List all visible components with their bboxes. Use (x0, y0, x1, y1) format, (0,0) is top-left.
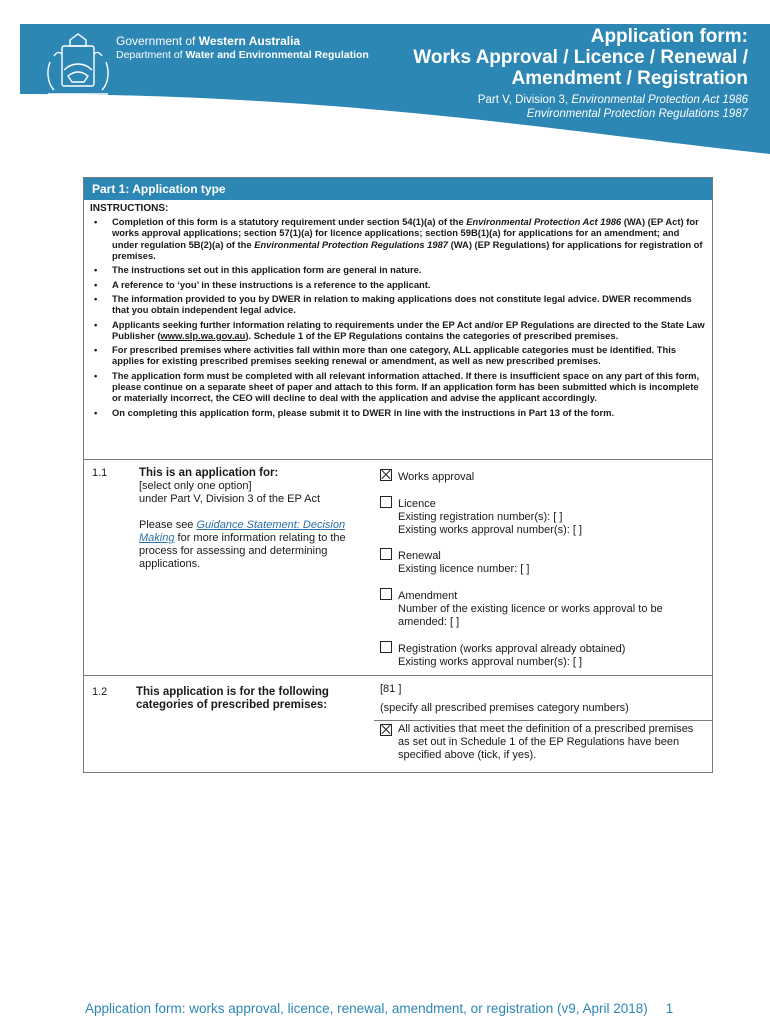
licence-works-approval-field[interactable]: Existing works approval number(s): [ ] (398, 524, 583, 536)
question-hint: under Part V, Division 3 of the EP Act (139, 493, 320, 505)
question-1-2 (84, 675, 712, 772)
instructions-list (90, 216, 706, 418)
title-line-2: Works Approval / Licence / Renewal / (413, 47, 748, 68)
checkbox-icon[interactable] (380, 588, 392, 600)
subtitle-part: Part V, Division 3, (477, 94, 572, 106)
page-number: 1 (665, 1001, 674, 1016)
instruction-item: • The information provided to you by DWER in relation to making applications does not constitute legal advice. DWER recommends that you obtain independent legal advice. (90, 293, 706, 315)
gov-state: Western Australia (198, 34, 301, 48)
category-hint: (specify all prescribed premises category numbers) (380, 702, 629, 714)
header-banner (20, 24, 770, 154)
subtitle-act: Environmental Protection Act 1986 (571, 94, 748, 106)
registration-works-approval-field[interactable]: Existing works approval number(s): [ ] (398, 656, 583, 668)
option-renewal[interactable]: Renewal Existing licence number: [ ] (380, 548, 529, 576)
question-title: This application is for the following categories of prescribed premises: (136, 686, 329, 711)
question-title: This is an application for: (139, 467, 279, 479)
question-1-1 (84, 459, 712, 675)
instruction-item: • Completion of this form is a statutory requirement under section 54(1)(a) of the Environmental Protection Act 1986 (WA) (EP Act) for works approval applications; section 57(1)(a) for licence applications; section 59B(1)(a) for applications for an amendment; and under regulation 5B(2)(a) of the Environmental Protection Regulations 1987 (WA) (EP Regulations) for applications for registration of premises. (90, 216, 706, 261)
renewal-licence-field[interactable]: Existing licence number: [ ] (398, 563, 530, 575)
instruction-item: • Applicants seeking further information relating to requirements under the EP Act and/or EP Regulations are directed to the State Law Publisher (www.slp.wa.gov.au). Schedule 1 of the EP Regulations contains the categories of prescribed premises. (90, 319, 706, 341)
option-works-approval[interactable]: Works approval (380, 469, 474, 484)
checkbox-checked-icon[interactable] (380, 724, 392, 736)
confirm-all-activities[interactable] (380, 723, 698, 762)
instructions-heading: INSTRUCTIONS: (90, 203, 169, 214)
instruction-item: • A reference to ‘you’ in these instructions is a reference to the applicant. (90, 279, 706, 290)
instruction-item: • For prescribed premises where activities fall within more than one category, ALL applicable categories must be identified. This applies for existing prescribed premises seeking renewal or amendment, as well as new prescribed premises. (90, 344, 706, 366)
question-number: 1.1 (92, 467, 108, 479)
instructions (84, 200, 712, 418)
page-footer (85, 1001, 673, 1016)
title-line-1: Application form: (590, 26, 748, 47)
subtitle-regs: Environmental Protection Regulations 1987 (526, 108, 748, 120)
confirm-text: All activities that meet the definition of a prescribed premises as set out in Schedule 1 of the EP Regulations have been specified above (tick, if yes). (398, 723, 694, 761)
dept-name: Water and Environmental Regulation (185, 49, 369, 61)
licence-registration-field[interactable]: Existing registration number(s): [ ] (398, 511, 563, 523)
checkbox-icon[interactable] (380, 641, 392, 653)
wa-crest-icon (40, 32, 116, 104)
guidance-note: Please see Guidance Statement: Decision Making for more information relating to the process for assessing and determining applications. (139, 519, 346, 570)
question-hint: [select only one option] (139, 480, 252, 492)
part1-form (83, 177, 713, 773)
government-identity (116, 34, 369, 61)
option-licence[interactable]: Licence Existing registration number(s): [ ] Existing works approval number(s): [ ] (380, 496, 582, 537)
document-title (413, 26, 748, 121)
instruction-item: • On completing this application form, please submit it to DWER in line with the instructions in Part 13 of the form. (90, 407, 706, 418)
slp-link[interactable]: www.slp.wa.gov.au (160, 329, 246, 341)
option-registration[interactable]: Registration (works approval already obtained) Existing works approval number(s): [ ] (380, 641, 625, 669)
instruction-item: • The instructions set out in this application form are general in nature. (90, 264, 706, 275)
footer-text: Application form: works approval, licence, renewal, amendment, or registration (v9, April 2018) (85, 1001, 648, 1016)
divider (374, 720, 712, 721)
dept-prefix: Department of (116, 49, 186, 61)
title-line-3: Amendment / Registration (511, 68, 748, 89)
gov-prefix: Government of (116, 34, 199, 48)
instruction-item: • The application form must be completed with all relevant information attached. If there is insufficient space on any part of this form, please continue on a separate sheet of paper and attach to this form. If an application form has been submitted which is incomplete or materially incorrect, the CEO will decline to deal with the application and advise the applicant accordingly. (90, 370, 706, 404)
question-number: 1.2 (92, 686, 108, 698)
amendment-number-field[interactable]: Number of the existing licence or works approval to be amended: [ ] (398, 603, 663, 628)
category-field[interactable] (380, 683, 629, 715)
checkbox-checked-icon[interactable] (380, 469, 392, 481)
option-amendment[interactable]: Amendment Number of the existing licence or works approval to be amended: [ ] (380, 588, 698, 629)
checkbox-icon[interactable] (380, 548, 392, 560)
part1-heading: Part 1: Application type (84, 178, 712, 200)
guidance-link[interactable]: Guidance Statement: Decision Making (139, 519, 346, 544)
category-value[interactable]: [81 ] (380, 683, 402, 695)
checkbox-icon[interactable] (380, 496, 392, 508)
